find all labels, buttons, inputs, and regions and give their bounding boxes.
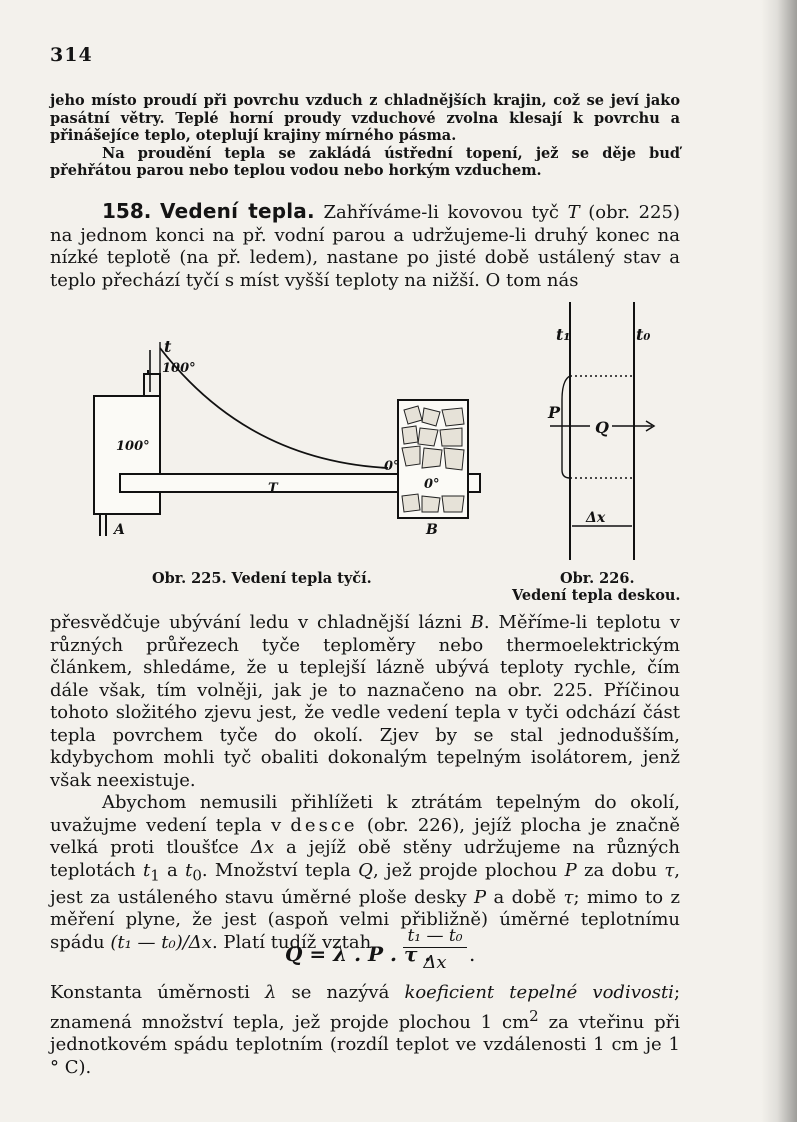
section-p3-text-e: , jež projde plochou	[372, 859, 565, 881]
label-t0: t₀	[636, 325, 651, 344]
formula-lhs: Q = λ . P . τ .	[285, 942, 432, 966]
section-p3-text-j: . Platí tudíž vztah	[211, 931, 372, 953]
label-P: P	[548, 403, 561, 422]
steam-outlet-pipe	[100, 514, 106, 536]
section-p4-text-a: Konstanta úměrnosti	[50, 982, 265, 1003]
temperature-gradient: (t₁ — t₀)/Δx	[110, 931, 212, 953]
formula-end: .	[469, 942, 476, 966]
section-p3-text-d: . Množství tepla	[201, 859, 359, 881]
figure-226-diagram	[540, 300, 660, 570]
formula-numerator: t₁ — t₀	[403, 926, 467, 948]
section-paragraph-4	[50, 982, 680, 1079]
section-p3-text-i: ; mimo to z měření plyne, že jest (aspoň velmi přibližně) úměrné teplotnímu spádu	[50, 886, 680, 953]
label-rod: T	[268, 481, 278, 496]
label-zero-top: 0°	[384, 459, 400, 474]
label-t: t	[164, 337, 172, 356]
symbol-tau-2: τ	[563, 886, 574, 908]
intro-paragraph-1: jeho místo proudí při povrchu vzduch z chladnějších krajin, což se jeví jako pasátní větry. Teplé horní proudy vzduchové zvolna klesají k povrchu a přinášejíce teplo, oteplují krajiny mírného pásma.	[50, 92, 680, 144]
section-p1-text-b: (obr. 225) na jednom konci na př. vodní parou a udržujeme-li druhý konec na nízké teplotě (na př. ledem), nastane po jisté době ustálený stav a teplo přechází tyčí s míst vyšší teploty na nižší. O tom nás	[50, 202, 680, 291]
area-brace	[562, 376, 570, 478]
section-p1-text-a: Zahříváme-li kovovou tyč	[323, 202, 568, 223]
symbol-T: T	[567, 202, 580, 223]
symbol-t0: t	[185, 859, 193, 881]
section-p2-text-a: přesvědčuje ubývání ledu v chladnější lázni	[50, 612, 471, 633]
final-block	[50, 982, 680, 1079]
label-B: B	[426, 522, 438, 538]
section-p2-text-b: . Měříme-li teplotu v různých průřezech tyče teploměry nebo thermoelektrickým článkem, shledáme, že u teplejší lázně ubývá teploty rychle, čím dále však, tím volněji, jak je to naznačeno na obr. 225. Příčinou tohoto složitého zjevu jest, že vedle vedení tepla v tyči odchází část tepla povrchem tyče do okolí. Zjev by se stal jednodušším, kdybychom mohli tyč obaliti dokonalým tepelným isolátorem, jenž však neexistuje.	[50, 612, 680, 791]
steam-inlet-pipe	[144, 370, 160, 396]
page-number: 314	[50, 44, 93, 66]
intro-text	[50, 92, 680, 180]
label-zero-bath: 0°	[424, 477, 440, 492]
unit-superscript: 2	[529, 1006, 539, 1025]
steam-vessel	[94, 396, 160, 514]
figure-225-diagram	[88, 330, 478, 570]
figure-226-caption-line1: Obr. 226.	[560, 570, 635, 587]
label-top-temp: 100°	[162, 361, 196, 376]
symbol-t0-sub: 0	[192, 866, 202, 885]
page-edge-shadow	[761, 0, 797, 1122]
section-p3-text-a: Abychom nemusili přihlížeti k ztrátám tepelným do okolí, uvažujme vedení tepla v	[50, 792, 680, 836]
section-p3-text-f: za dobu	[576, 859, 665, 881]
label-A: A	[114, 522, 125, 538]
term-thermal-conductivity: koeficient tepelné vodivosti	[404, 982, 674, 1003]
intro-paragraph-2: Na proudění tepla se zakládá ústřední topení, jež se děje buď přehřátou parou nebo teplou vodou nebo horkým vzduchem.	[50, 144, 680, 179]
label-Q: Q	[595, 418, 609, 437]
section-title: Vedení tepla.	[160, 199, 315, 223]
section-paragraph-1	[50, 200, 680, 292]
symbol-P: P	[564, 859, 577, 881]
label-bath-temp: 100°	[116, 439, 150, 454]
section-number: 158.	[102, 199, 152, 223]
figure-225-caption: Obr. 225. Vedení tepla tyčí.	[152, 570, 372, 587]
section-intro-block	[50, 200, 680, 292]
section-paragraph-3	[50, 792, 680, 954]
section-p3-text-b: (obr. 226), jejíž plocha je značně velká proti tloušťce	[50, 814, 681, 858]
section-p4-text-c: ; znamená množství tepla, jež projde plochou 1 cm	[50, 982, 681, 1033]
formula-denominator: Δx	[423, 952, 447, 973]
symbol-t1: t	[142, 859, 151, 881]
symbol-Q: Q	[358, 859, 373, 881]
symbol-t1-sub: 1	[150, 866, 160, 885]
section-p3-text-c: a jejíž obě stěny udržujeme na různých teplotách	[50, 837, 680, 881]
term-desce: desce	[290, 814, 358, 836]
symbol-tau: τ	[664, 859, 675, 881]
section-p3-and: a	[159, 859, 186, 881]
section-body-block	[50, 612, 680, 954]
section-p3-text-g: , jest za ustáleného stavu úměrné ploše desky	[50, 859, 681, 908]
figure-226-caption-line2: Vedení tepla deskou.	[512, 587, 681, 604]
symbol-dx: Δx	[250, 837, 274, 858]
section-paragraph-2	[50, 612, 680, 792]
section-p4-text-d: za vteřinu při jednotkovém spádu teplotním (rozdíl teplot ve vzdálenosti 1 cm je 1 ° C).	[50, 1011, 680, 1078]
section-p4-text-b: se nazývá	[276, 982, 405, 1003]
label-dx: Δx	[586, 510, 606, 526]
label-t1: t₁	[556, 325, 571, 344]
symbol-lambda: λ	[264, 982, 277, 1003]
section-p3-text-h: a době	[486, 886, 564, 908]
symbol-B: B	[470, 612, 484, 633]
symbol-P-2: P	[474, 886, 487, 908]
